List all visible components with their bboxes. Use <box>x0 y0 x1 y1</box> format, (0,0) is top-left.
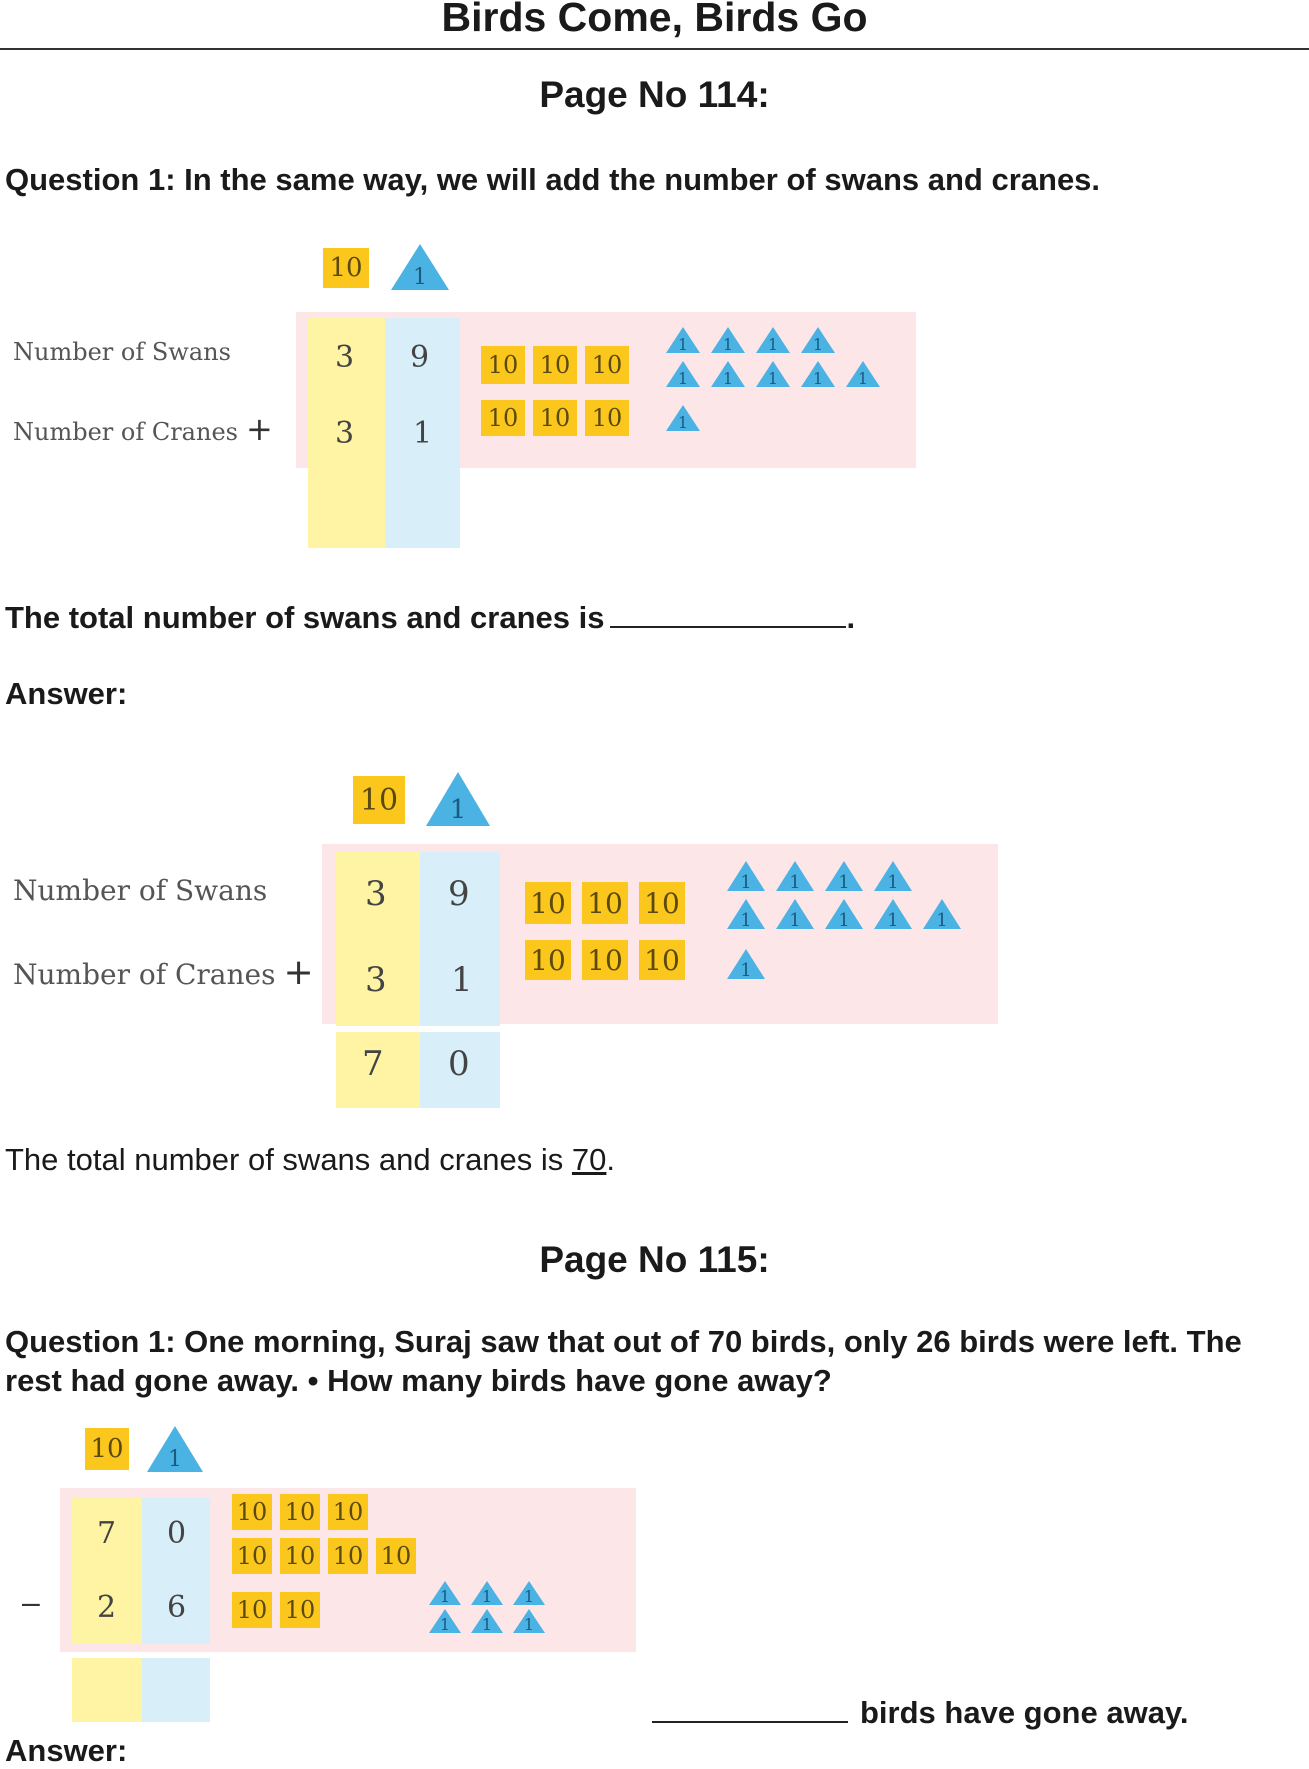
bottom-ones-digit: 6 <box>167 1590 187 1625</box>
one-triangle <box>922 898 962 930</box>
ten-block: 10 <box>585 400 629 436</box>
svg-text:1: 1 <box>523 1615 535 1634</box>
cranes-ones-digit: 1 <box>413 416 433 451</box>
svg-text:1: 1 <box>523 1587 535 1606</box>
ten-block: 10 <box>232 1538 272 1574</box>
svg-text:1: 1 <box>812 335 824 354</box>
one-triangle <box>470 1580 504 1606</box>
page-115-heading: Page No 115: <box>539 1239 770 1280</box>
cranes-label: Number of Cranes + <box>13 952 314 993</box>
one-triangle <box>775 860 815 892</box>
ten-block: 10 <box>533 346 577 384</box>
svg-text:1: 1 <box>677 335 689 354</box>
one-triangle <box>755 326 791 354</box>
ten-block: 10 <box>376 1538 416 1574</box>
svg-text:1: 1 <box>722 335 734 354</box>
plus-sign: + <box>245 410 273 448</box>
svg-text:1: 1 <box>439 1587 451 1606</box>
addition-figure-question <box>0 240 940 560</box>
svg-text:1: 1 <box>838 872 850 892</box>
one-triangle <box>428 1608 462 1634</box>
one-triangle <box>710 326 746 354</box>
document-title: Birds Come, Birds Go <box>441 0 868 40</box>
svg-text:1: 1 <box>413 265 427 290</box>
subtraction-figure <box>0 1420 660 1725</box>
ten-block: 10 <box>280 1494 320 1530</box>
svg-text:1: 1 <box>481 1587 493 1606</box>
ten-block: 10 <box>232 1494 272 1530</box>
one-triangle <box>800 360 836 388</box>
ten-block: 10 <box>582 940 628 980</box>
answer-label-115: Answer: <box>5 1733 128 1768</box>
answer-label-114: Answer: <box>5 676 128 711</box>
addition-figure-answer <box>0 770 1020 1110</box>
one-triangle <box>470 1608 504 1634</box>
answer-blank[interactable] <box>652 1695 848 1723</box>
one-triangle <box>800 326 836 354</box>
svg-text:1: 1 <box>767 335 779 354</box>
one-triangle <box>726 860 766 892</box>
ten-block: 10 <box>280 1538 320 1574</box>
ten-block: 10 <box>533 400 577 436</box>
svg-text:1: 1 <box>936 910 948 930</box>
svg-text:1: 1 <box>168 1447 182 1472</box>
plus-sign: + <box>283 952 314 993</box>
legend-ten-block: 10 <box>353 776 405 824</box>
one-triangle <box>512 1580 546 1606</box>
ten-block: 10 <box>232 1592 272 1628</box>
svg-text:1: 1 <box>887 872 899 892</box>
one-triangle <box>824 898 864 930</box>
svg-text:1: 1 <box>789 872 801 892</box>
cranes-label: Number of Cranes + <box>13 410 273 448</box>
ten-block: 10 <box>328 1494 368 1530</box>
ten-block: 10 <box>328 1538 368 1574</box>
sum-tens-digit: 7 <box>362 1044 384 1084</box>
svg-text:1: 1 <box>857 369 869 388</box>
svg-text:1: 1 <box>722 369 734 388</box>
cranes-tens-digit: 3 <box>365 960 387 1000</box>
ten-block: 10 <box>639 882 685 924</box>
one-triangle <box>512 1608 546 1634</box>
minus-sign: – <box>22 1584 40 1620</box>
top-tens-digit: 7 <box>97 1516 117 1551</box>
page-114-heading: Page No 114: <box>539 74 770 115</box>
swans-label: Number of Swans <box>13 338 231 366</box>
ten-block: 10 <box>639 940 685 980</box>
svg-text:1: 1 <box>812 369 824 388</box>
svg-text:1: 1 <box>677 413 689 432</box>
total-prompt-line: The total number of swans and cranes is . <box>5 600 856 635</box>
ten-block: 10 <box>481 346 525 384</box>
svg-text:1: 1 <box>767 369 779 388</box>
svg-text:1: 1 <box>789 910 801 930</box>
page-115-question: Question 1: One morning, Suraj saw that out of 70 birds, only 26 birds were left. The rest had gone away. • How many birds have gone away? <box>5 1324 1242 1398</box>
one-triangle <box>824 860 864 892</box>
sum-ones-digit: 0 <box>448 1044 470 1084</box>
legend-ten-block: 10 <box>323 248 369 288</box>
one-triangle <box>665 326 701 354</box>
ten-block: 10 <box>481 400 525 436</box>
svg-text:1: 1 <box>740 960 752 980</box>
answer-sentence: The total number of swans and cranes is 70. <box>5 1142 616 1177</box>
top-ones-digit: 0 <box>167 1516 187 1551</box>
svg-text:1: 1 <box>740 872 752 892</box>
ten-block: 10 <box>525 940 571 980</box>
bottom-tens-digit: 2 <box>97 1590 117 1625</box>
one-triangle <box>755 360 791 388</box>
ten-block: 10 <box>280 1592 320 1628</box>
svg-text:1: 1 <box>677 369 689 388</box>
page-114-question: Question 1: In the same way, we will add the number of swans and cranes. <box>5 162 1101 197</box>
ten-block: 10 <box>582 882 628 924</box>
one-triangle <box>726 948 766 980</box>
legend-one-triangle <box>424 770 492 828</box>
svg-text:1: 1 <box>481 1615 493 1634</box>
one-triangle <box>873 860 913 892</box>
difference-tens-cell <box>72 1658 142 1722</box>
difference-ones-cell <box>142 1658 210 1722</box>
ten-block: 10 <box>585 346 629 384</box>
one-triangle <box>726 898 766 930</box>
answer-blank[interactable] <box>610 600 846 628</box>
svg-text:1: 1 <box>887 910 899 930</box>
svg-text:1: 1 <box>740 910 752 930</box>
legend-one-triangle <box>389 242 451 292</box>
one-triangle <box>845 360 881 388</box>
gone-away-line: birds have gone away. <box>652 1695 1188 1731</box>
one-triangle <box>665 360 701 388</box>
one-triangle <box>775 898 815 930</box>
swans-ones-digit: 9 <box>448 874 470 914</box>
cranes-tens-digit: 3 <box>335 416 355 451</box>
title-divider <box>0 48 1309 50</box>
swans-label: Number of Swans <box>13 874 268 907</box>
ten-block: 10 <box>525 882 571 924</box>
one-triangle <box>428 1580 462 1606</box>
legend-one-triangle <box>145 1424 205 1474</box>
one-triangle <box>873 898 913 930</box>
legend-ten-block: 10 <box>85 1428 129 1470</box>
cranes-ones-digit: 1 <box>451 960 473 1000</box>
one-triangle <box>665 404 701 432</box>
svg-text:1: 1 <box>838 910 850 930</box>
answer-value: 70 <box>571 1142 607 1177</box>
svg-text:1: 1 <box>449 795 467 825</box>
swans-ones-digit: 9 <box>410 340 430 375</box>
svg-text:1: 1 <box>439 1615 451 1634</box>
swans-tens-digit: 3 <box>365 874 387 914</box>
swans-tens-digit: 3 <box>335 340 355 375</box>
one-triangle <box>710 360 746 388</box>
